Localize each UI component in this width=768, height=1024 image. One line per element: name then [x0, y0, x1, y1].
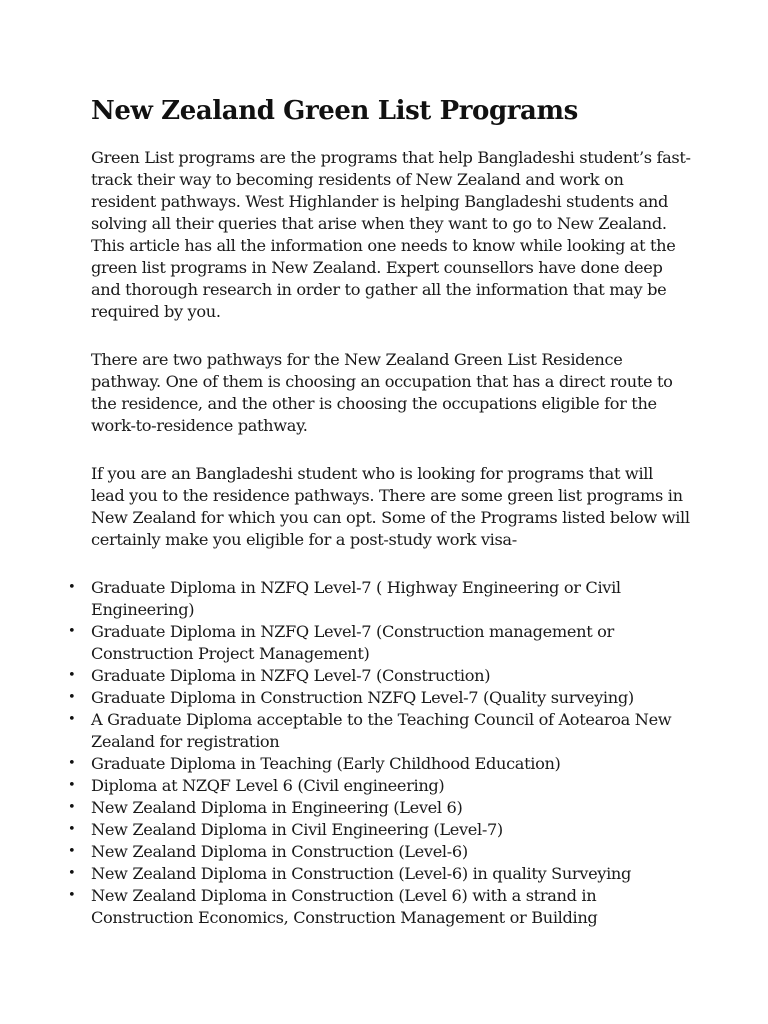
list-item-text: Graduate Diploma in NZFQ Level-7 (Construction management or Construction Project Management) — [91, 622, 614, 663]
list-item-text: Graduate Diploma in NZFQ Level-7 (Construction) — [91, 666, 491, 685]
list-item-text: A Graduate Diploma acceptable to the Teaching Council of Aotearoa New Zealand for registration — [91, 710, 672, 751]
list-item-text: New Zealand Diploma in Civil Engineering (Level-7) — [91, 820, 503, 839]
list-item — [68, 863, 691, 885]
list-item — [68, 687, 691, 709]
bullet-icon: • — [68, 756, 76, 771]
list-item — [68, 577, 691, 621]
list-item — [68, 841, 691, 863]
list-item-text: New Zealand Diploma in Construction (Level-6) — [91, 842, 468, 861]
pathways-paragraph: There are two pathways for the New Zealand Green List Residence pathway. One of them is choosing an occupation that has a direct route to the residence, and the other is choosing the occupations eligible for the work-to-residence pathway. — [91, 350, 673, 435]
bullet-icon: • — [68, 866, 76, 881]
list-item — [68, 885, 691, 929]
page-title: New Zealand Green List Programs — [91, 96, 578, 126]
bullet-icon: • — [68, 580, 76, 595]
list-item — [68, 665, 691, 687]
bullet-icon: • — [68, 844, 76, 859]
bullet-icon: • — [68, 712, 76, 727]
list-item-text: Graduate Diploma in Teaching (Early Childhood Education) — [91, 754, 561, 773]
list-item — [68, 819, 691, 841]
bullet-icon: • — [68, 822, 76, 837]
bullet-icon: • — [68, 778, 76, 793]
list-item — [68, 753, 691, 775]
list-item-text: Diploma at NZQF Level 6 (Civil engineering) — [91, 776, 445, 795]
list-item — [68, 797, 691, 819]
bullet-icon: • — [68, 888, 76, 903]
list-item-text: New Zealand Diploma in Construction (Level 6) with a strand in Construction Economics, Construction Management or Building — [91, 886, 598, 927]
list-item-text: Graduate Diploma in NZFQ Level-7 ( Highway Engineering or Civil Engineering) — [91, 578, 621, 619]
list-item-text: Graduate Diploma in Construction NZFQ Level-7 (Quality surveying) — [91, 688, 634, 707]
bullet-icon: • — [68, 690, 76, 705]
list-item — [68, 621, 691, 665]
bullet-icon: • — [68, 624, 76, 639]
bullet-icon: • — [68, 800, 76, 815]
intro-paragraph: Green List programs are the programs that help Bangladeshi student’s fast-track their way to becoming residents of New Zealand and work on resident pathways. West Highlander is helping Bangladeshi students and solving all their queries that arise when they want to go to New Zealand. This article has all the information one needs to know while looking at the green list programs in New Zealand. Expert counsellors have done deep and thorough research in order to gather all the information that may be required by you. — [91, 148, 691, 321]
programs-intro-paragraph: If you are an Bangladeshi student who is looking for programs that will lead you to the residence pathways. There are some green list programs in New Zealand for which you can opt. Some of the Programs listed below will certainly make you eligible for a post-study work visa- — [91, 464, 690, 549]
programs-list — [68, 577, 691, 929]
list-item — [68, 709, 691, 753]
list-item-text: New Zealand Diploma in Construction (Level-6) in quality Surveying — [91, 864, 632, 883]
document-page — [68, 92, 691, 929]
bullet-icon: • — [68, 668, 76, 683]
list-item — [68, 775, 691, 797]
list-item-text: New Zealand Diploma in Engineering (Level 6) — [91, 798, 463, 817]
